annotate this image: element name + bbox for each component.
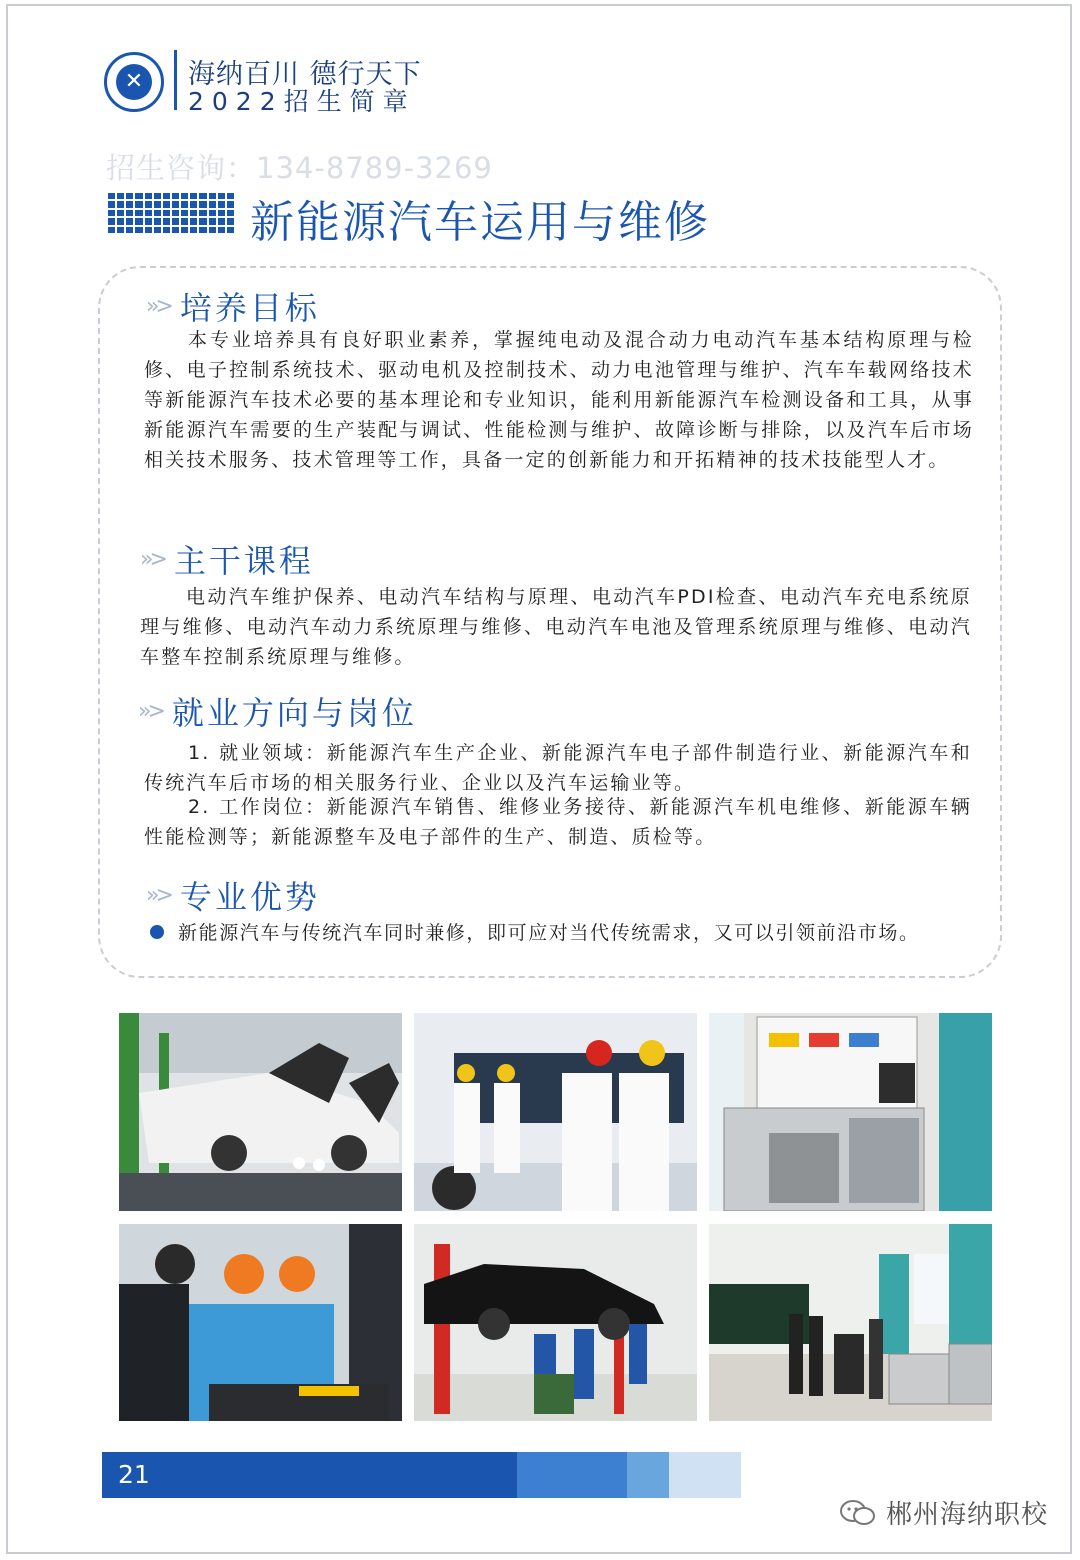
grid-cell <box>181 193 188 199</box>
grid-cell <box>117 210 124 216</box>
grid-cell <box>172 218 179 224</box>
grid-cell <box>117 193 124 199</box>
grid-cell <box>126 218 133 224</box>
employment-field-item: 1. 就业领域：新能源汽车生产企业、新能源汽车电子部件制造行业、新能源汽车和传统汽车后市场的相关服务行业、企业以及汽车运输业等。 <box>144 742 972 794</box>
grid-cell <box>218 210 225 216</box>
brochure-title: 2022招生简章 <box>188 87 416 116</box>
grid-cell <box>190 227 197 233</box>
grid-cell <box>154 227 161 233</box>
grid-cell <box>108 210 115 216</box>
grid-cell <box>209 227 216 233</box>
car-on-lift-photo <box>414 1224 697 1421</box>
grid-cell <box>172 201 179 207</box>
grid-cell <box>181 210 188 216</box>
grid-cell <box>108 218 115 224</box>
section-heading-text: 培养目标 <box>179 289 320 327</box>
footer-bar-segment <box>669 1452 741 1498</box>
consult-phone: 招生咨询：134-8789-3269 <box>106 151 493 185</box>
grid-cell <box>135 201 142 207</box>
grid-cell <box>163 227 170 233</box>
grid-cell <box>199 218 206 224</box>
training-bench-photo <box>709 1013 992 1211</box>
title-grid-decoration <box>108 193 234 233</box>
grid-cell <box>190 210 197 216</box>
school-motto: 海纳百川 德行天下 <box>188 59 422 90</box>
grid-cell <box>209 218 216 224</box>
wechat-watermark <box>840 1494 1048 1531</box>
goal-paragraph: 本专业培养具有良好职业素养，掌握纯电动及混合动力电动汽车基本结构原理与检修、电子控制系统技术、驱动电机及控制技术、动力电池管理与维护、汽车车载网络技术等新能源汽车技术必要的基本理论和专业知识，能利用新能源汽车检测设备和工具，从事新能源汽车需要的生产装配与调试、性能检测与维护、故障诊断与排除，以及汽车后市场相关技术服务、技术管理等工作，具备一定的创新能力和开拓精神的技术技能型人才。 <box>144 329 974 471</box>
courses-paragraph: 电动汽车维护保养、电动汽车结构与原理、电动汽车PDI检查、电动汽车充电系统原理与维修、电动汽车动力系统原理与维修、电动汽车电池及管理系统原理与维修、电动汽车整车控制系统原理与维修。 <box>140 586 972 668</box>
grid-cell <box>199 210 206 216</box>
grid-cell <box>190 193 197 199</box>
grid-cell <box>108 193 115 199</box>
wechat-icon <box>840 1499 876 1527</box>
grid-cell <box>126 193 133 199</box>
chevron-double-icon: »> <box>146 882 170 908</box>
grid-cell <box>117 201 124 207</box>
grid-cell <box>209 210 216 216</box>
grid-cell <box>145 201 152 207</box>
students-in-uniform-photo <box>414 1013 697 1211</box>
grid-cell <box>227 210 234 216</box>
employment-position-item: 2. 工作岗位：新能源汽车销售、维修业务接待、新能源汽车机电维修、新能源车辆性能检测等；新能源整车及电子部件的生产、制造、质检等。 <box>144 796 972 848</box>
bullet-dot-icon <box>150 925 164 939</box>
grid-cell <box>154 193 161 199</box>
grid-cell <box>199 201 206 207</box>
grid-cell <box>227 218 234 224</box>
grid-cell <box>145 193 152 199</box>
grid-cell <box>145 218 152 224</box>
major-title: 新能源汽车运用与维修 <box>250 197 710 248</box>
workshop-cars-photo <box>119 1013 402 1211</box>
section-heading-goal <box>146 283 320 329</box>
advantage-bullet: 新能源汽车与传统汽车同时兼修，即可应对当代传统需求，又可以引领前沿市场。 <box>178 922 920 944</box>
grid-cell <box>163 218 170 224</box>
section-heading-text: 专业优势 <box>179 878 320 916</box>
grid-cell <box>227 201 234 207</box>
grid-cell <box>135 227 142 233</box>
grid-cell <box>154 201 161 207</box>
footer-bar-segment <box>627 1452 669 1498</box>
section-heading-advantage <box>146 872 320 918</box>
grid-cell <box>227 193 234 199</box>
grid-cell <box>126 210 133 216</box>
grid-cell <box>126 227 133 233</box>
grid-cell <box>135 193 142 199</box>
header-divider <box>174 50 177 110</box>
footer-bar <box>102 1452 741 1498</box>
grid-cell <box>145 227 152 233</box>
grid-cell <box>117 218 124 224</box>
grid-cell <box>163 210 170 216</box>
grid-cell <box>163 201 170 207</box>
students-with-helmets-photo <box>119 1224 402 1421</box>
grid-cell <box>190 201 197 207</box>
grid-cell <box>190 218 197 224</box>
grid-cell <box>218 227 225 233</box>
section-heading-courses <box>140 536 314 582</box>
grid-cell <box>181 227 188 233</box>
grid-cell <box>199 227 206 233</box>
page-number: 21 <box>118 1460 150 1489</box>
chevron-double-icon: »> <box>146 293 170 319</box>
grid-cell <box>172 227 179 233</box>
chevron-double-icon: »> <box>140 546 164 572</box>
logo-emblem-icon: ✕ <box>116 64 152 100</box>
grid-cell <box>199 193 206 199</box>
chevron-double-icon: »> <box>138 698 162 724</box>
section-heading-employment <box>138 688 417 734</box>
grid-cell <box>227 227 234 233</box>
wechat-account-name: 郴州海纳职校 <box>886 1500 1049 1530</box>
grid-cell <box>209 193 216 199</box>
classroom-equipment-photo <box>709 1224 992 1421</box>
grid-cell <box>218 218 225 224</box>
grid-cell <box>218 201 225 207</box>
grid-cell <box>135 218 142 224</box>
grid-cell <box>172 210 179 216</box>
grid-cell <box>154 210 161 216</box>
grid-cell <box>126 201 133 207</box>
footer-bar-segment <box>517 1452 627 1498</box>
grid-cell <box>154 218 161 224</box>
grid-cell <box>172 193 179 199</box>
footer-bar-segment <box>102 1452 517 1498</box>
grid-cell <box>163 193 170 199</box>
grid-cell <box>108 201 115 207</box>
school-logo <box>104 52 164 112</box>
grid-cell <box>145 210 152 216</box>
grid-cell <box>135 210 142 216</box>
section-heading-text: 就业方向与岗位 <box>171 694 417 732</box>
grid-cell <box>181 218 188 224</box>
grid-cell <box>181 201 188 207</box>
section-heading-text: 主干课程 <box>173 542 314 580</box>
grid-cell <box>218 193 225 199</box>
grid-cell <box>108 227 115 233</box>
grid-cell <box>209 201 216 207</box>
grid-cell <box>117 227 124 233</box>
